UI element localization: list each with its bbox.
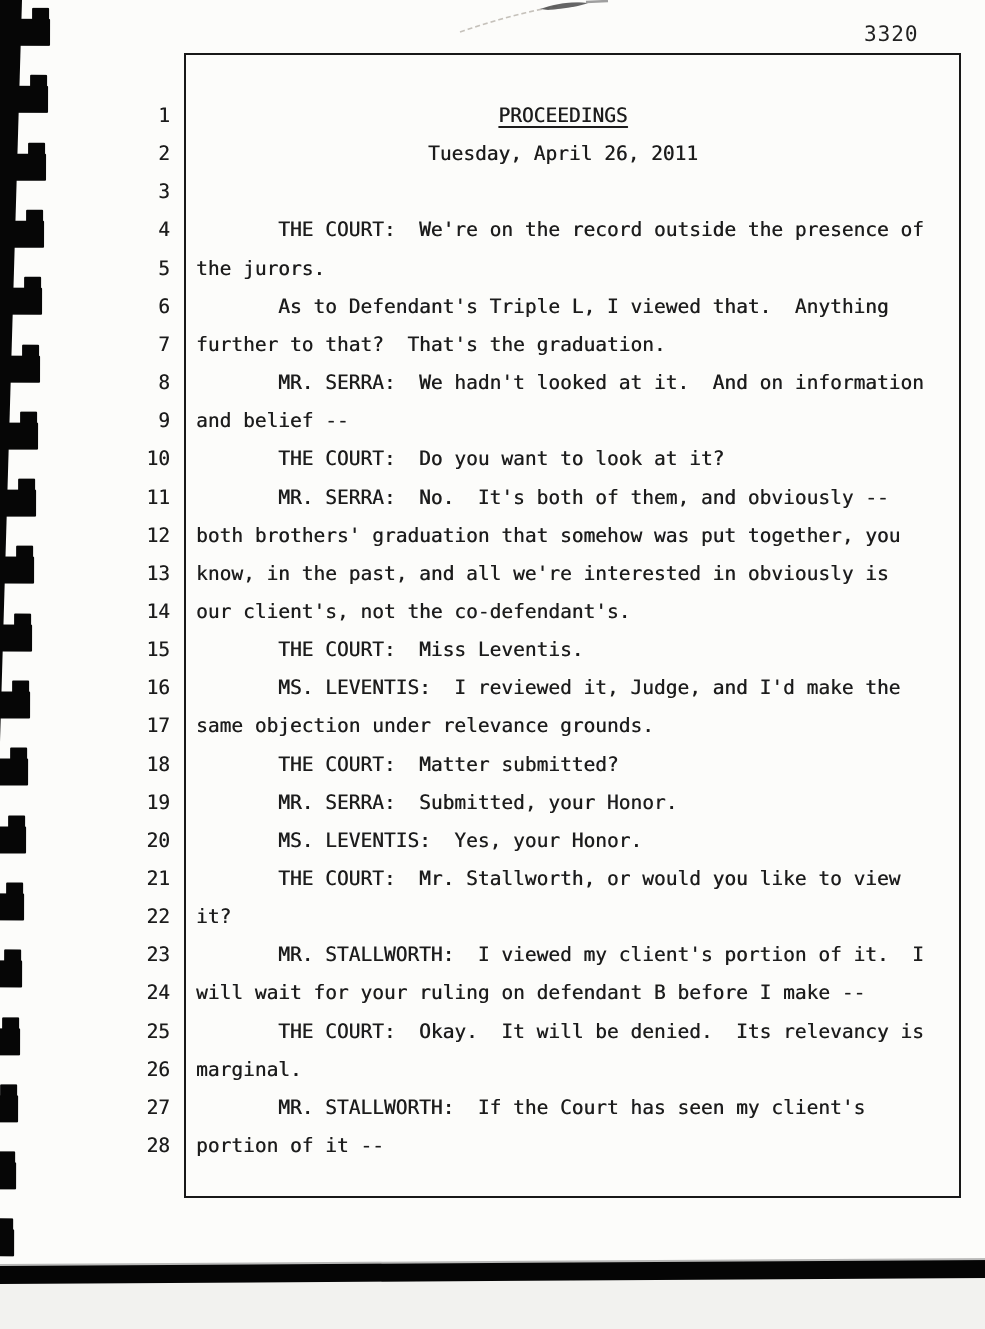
transcript-line — [0, 897, 985, 936]
line-text: THE COURT: Okay. It will be denied. Its relevancy is — [196, 1019, 924, 1043]
transcript-line — [0, 821, 985, 860]
line-number: 1 — [158, 104, 170, 127]
transcript-line — [0, 554, 985, 593]
line-text: it? — [196, 905, 232, 929]
transcript-line — [0, 783, 985, 822]
line-text: further to that? That's the graduation. — [196, 332, 666, 356]
line-number: 3 — [158, 180, 170, 204]
transcript-line — [0, 287, 985, 326]
transcript-line — [0, 478, 985, 517]
line-text: As to Defendant's Triple L, I viewed that. Anything — [196, 294, 889, 318]
line-text: the jurors. — [196, 256, 326, 280]
transcript-line — [0, 1050, 985, 1089]
transcript-line — [0, 1012, 985, 1051]
line-number: 20 — [146, 828, 170, 852]
line-text: Tuesday, April 26, 2011 — [427, 142, 699, 166]
line-text: our client's, not the co-defendant's. — [196, 599, 631, 623]
page-number: 3320 — [864, 22, 919, 46]
line-number: 23 — [146, 943, 170, 967]
transcript-line — [0, 668, 985, 707]
line-text: PROCEEDINGS — [498, 104, 628, 127]
line-number: 11 — [146, 485, 170, 509]
line-text: MR. SERRA: No. It's both of them, and obviously -- — [196, 485, 889, 509]
transcript-line — [0, 516, 985, 555]
line-number: 17 — [146, 714, 170, 738]
line-text: MR. STALLWORTH: If the Court has seen my client's — [196, 1095, 866, 1119]
line-number: 26 — [146, 1057, 170, 1081]
transcript-line — [0, 1126, 985, 1165]
line-text: portion of it -- — [196, 1134, 384, 1158]
line-text: MR. SERRA: We hadn't looked at it. And on information — [196, 371, 924, 395]
line-number: 19 — [146, 790, 170, 814]
line-number: 16 — [146, 676, 170, 700]
line-number: 21 — [146, 867, 170, 890]
line-text: THE COURT: We're on the record outside the presence of — [196, 218, 924, 242]
transcript-line — [0, 96, 985, 135]
line-number: 15 — [146, 638, 170, 662]
transcript-line — [0, 210, 985, 249]
line-text: THE COURT: Miss Leventis. — [196, 638, 584, 662]
transcript-line — [0, 706, 985, 745]
line-text: THE COURT: Mr. Stallworth, or would you like to view — [196, 867, 901, 890]
line-number: 22 — [146, 905, 170, 929]
line-number: 10 — [146, 447, 170, 471]
line-number: 27 — [146, 1095, 170, 1119]
line-number: 12 — [146, 523, 170, 547]
transcript-line — [0, 439, 985, 478]
transcript-line — [0, 973, 985, 1012]
line-text: both brothers' graduation that somehow was put together, you — [196, 523, 901, 547]
transcript-line — [0, 401, 985, 440]
line-number: 18 — [146, 752, 170, 776]
line-number: 6 — [158, 294, 170, 318]
line-number: 24 — [146, 981, 170, 1005]
line-text: and belief -- — [196, 409, 349, 433]
line-number: 5 — [158, 256, 170, 280]
line-number: 2 — [158, 142, 170, 166]
line-text: MR. STALLWORTH: I viewed my client's portion of it. I — [196, 943, 924, 967]
line-number: 8 — [158, 371, 170, 395]
line-number: 25 — [146, 1019, 170, 1043]
transcript-line — [0, 1088, 985, 1127]
transcript-line — [0, 859, 985, 898]
transcript-line — [0, 592, 985, 631]
line-text: THE COURT: Matter submitted? — [196, 752, 619, 776]
line-text: marginal. — [196, 1057, 302, 1081]
line-text: same objection under relevance grounds. — [196, 714, 654, 738]
line-number: 28 — [146, 1134, 170, 1158]
line-text: MS. LEVENTIS: Yes, your Honor. — [196, 828, 643, 852]
line-text: MS. LEVENTIS: I reviewed it, Judge, and I'd make the — [196, 676, 901, 700]
line-number: 13 — [146, 561, 170, 585]
transcript-line — [0, 935, 985, 974]
line-number: 14 — [146, 599, 170, 623]
transcript-line — [0, 325, 985, 364]
line-text: MR. SERRA: Submitted, your Honor. — [196, 790, 678, 814]
transcript-line — [0, 363, 985, 402]
line-text: will wait for your ruling on defendant B before I make -- — [196, 981, 866, 1005]
line-text: know, in the past, and all we're interested in obviously is — [196, 561, 889, 585]
transcript-line — [0, 249, 985, 288]
line-text: THE COURT: Do you want to look at it? — [196, 447, 725, 471]
transcript-line — [0, 134, 985, 173]
line-number: 7 — [158, 332, 170, 356]
transcript-line — [0, 630, 985, 669]
line-number: 4 — [158, 218, 170, 242]
line-number: 9 — [158, 409, 170, 433]
transcript-line — [0, 172, 985, 211]
transcript-line — [0, 745, 985, 784]
